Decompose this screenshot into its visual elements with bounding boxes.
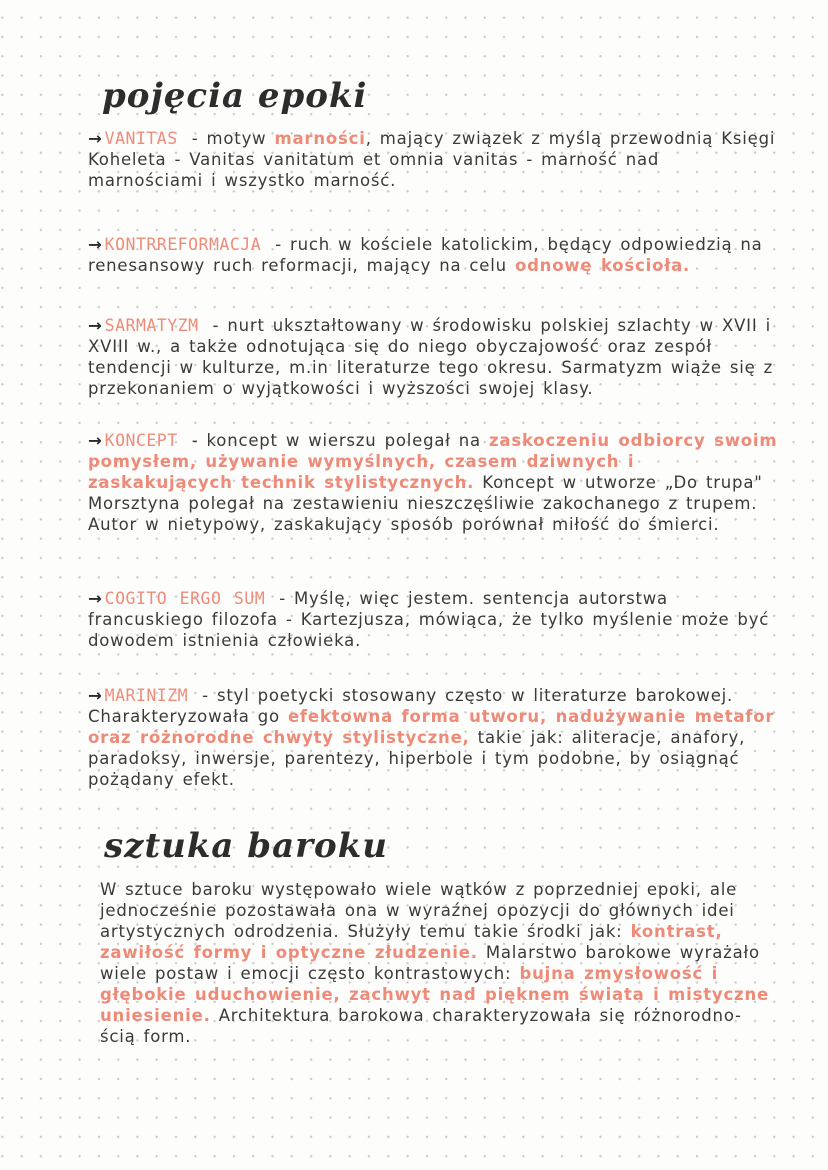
highlighted-text: kontrast, zawiłość formy i optyczne złudzenie.	[100, 922, 723, 962]
arrow-right-icon: →	[88, 235, 103, 254]
entry-text	[88, 430, 778, 535]
term-label: MARINIZM	[104, 686, 189, 705]
paragraph-text-part: W sztuce baroku występowało wiele wątków z poprzedniej epoki, ale jednocześnie pozostawała ona w wyraźnej opozycji do głównych idei artystycznych odrodzenia. Służyły temu takie środki jak:	[100, 880, 738, 941]
entry-text-part: Koncept w utworze „Do trupa" Morsztyna polegał na zestawieniu nieszczęśliwie zakochanego z trupem. Autor w nietypowy, zaskakujący sposób porównał miłość do śmierci.	[88, 473, 763, 534]
highlighted-text: efektowna forma utworu, nadużywanie metafor oraz różnorodne chwyty stylistyczne,	[88, 707, 775, 747]
term-label: KONTRREFORMACJA	[104, 235, 262, 254]
arrow-right-icon: →	[88, 431, 103, 450]
entry-text	[88, 315, 778, 399]
section-heading-baroque-art: sztuka baroku	[104, 826, 388, 866]
entry-text-part: - Myślę, więc jestem. sentencja autorstwa francuskiego filozofa - Kartezjusza, mówiąca, że tylko myślenie może być dowodem istnienia człowieka.	[88, 589, 770, 650]
term-entry-vanitas	[88, 128, 778, 191]
entry-text-part: - koncept w wierszu polegał na	[183, 431, 490, 450]
entry-text-part: - ruch w kościele katolickim, będący odpowiedzią na renesansowy ruch reformacji, mający na celu	[88, 235, 763, 275]
arrow-right-icon: →	[88, 129, 103, 148]
highlighted-text: bujna zmysłowość i głębokie uduchowienie, zachwyt nad pięknem świata i mistyczne uniesienie.	[100, 964, 769, 1025]
entry-text-part: , mający związek z myślą przewodnią Księgi Koheleta - Vanitas vanitatum et omnia vanitas - marność nad marnościami i wszystko marność.	[88, 129, 776, 190]
entry-text	[88, 685, 778, 790]
highlighted-text: odnowę kościoła.	[514, 256, 691, 275]
entry-text-part: - motyw	[183, 129, 275, 148]
term-label: KONCEPT	[104, 431, 178, 450]
entry-text-part: - styl poetycki stosowany często w literaturze barokowej. Charakteryzowała go	[88, 686, 734, 726]
paragraph-text-part: Malarstwo barokowe wyrażało wiele postaw i emocji często kontrastowych:	[100, 943, 760, 983]
arrow-right-icon: →	[88, 589, 103, 608]
entry-text	[88, 234, 778, 276]
term-label: COGITO ERGO SUM	[104, 589, 266, 608]
term-entry-koncept	[88, 430, 778, 535]
term-label: SARMATYZM	[104, 316, 199, 335]
arrow-right-icon: →	[88, 316, 103, 335]
entry-text-part: takie jak: aliteracje, anafory, paradoksy, inwersje, parentezy, hiperbole i tym podobne, by osiągnąć pożądany efekt.	[88, 728, 746, 789]
term-label: VANITAS	[104, 129, 178, 148]
baroque-art-paragraph	[100, 879, 770, 1047]
section-heading-epoch-terms: pojęcia epoki	[102, 76, 368, 116]
term-entry-kontrreformacja	[88, 234, 778, 276]
term-entry-cogito	[88, 588, 778, 651]
arrow-right-icon: →	[88, 686, 103, 705]
entry-text-part: - nurt ukształtowany w środowisku polskiej szlachty w XVII i XVIII w., a także odnotująca się do niego obyczajowość oraz zespół tendencji w kulturze, m.in literaturze tego okresu. Sarmatyzm wiąże się z przekonaniem o wyjątkowości i wyższości swojej klasy.	[88, 316, 774, 398]
term-entry-marinizm	[88, 685, 778, 790]
paragraph-text-part: Architektura barokowa charakteryzowała się różnorodno-ścią form.	[100, 1006, 742, 1046]
entry-text	[88, 588, 778, 651]
entry-text	[88, 128, 778, 191]
paragraph-text	[100, 879, 770, 1047]
highlighted-text: marności	[274, 129, 366, 148]
term-entry-sarmatyzm	[88, 315, 778, 399]
highlighted-text: zaskoczeniu odbiorcy swoim pomysłem, używanie wymyślnych, czasem dziwnych i zaskakujących technik stylistycznych.	[88, 431, 778, 492]
